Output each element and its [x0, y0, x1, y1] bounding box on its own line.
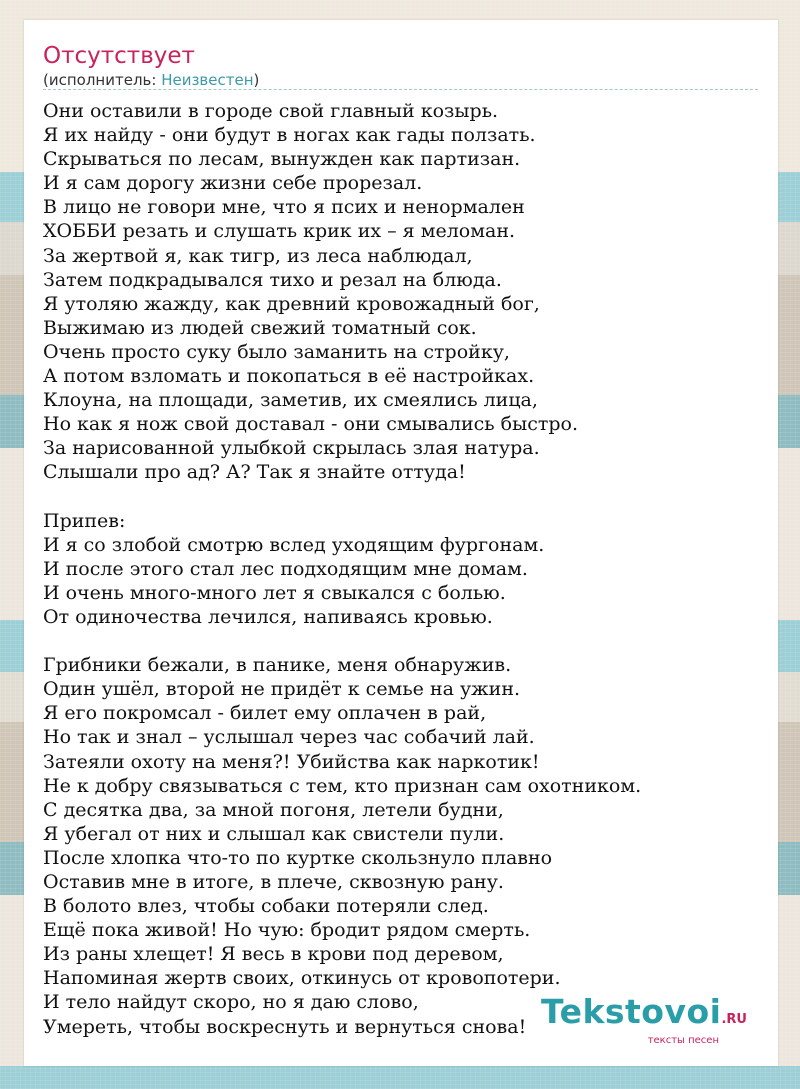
lyrics-card: [24, 20, 778, 1066]
lyric-line: Скрываться по лесам, вынужден как партизан.: [43, 148, 521, 171]
lyric-line: От одиночества лечился, напиваясь кровью.: [43, 605, 493, 628]
lyric-line: В болото влез, чтобы собаки потеряли след.: [43, 895, 489, 918]
lyric-line: Я убегал от них и слышал как свистели пули.: [43, 822, 505, 845]
lyric-line: Но как я нож свой доставал - они смывались быстро.: [43, 413, 578, 436]
lyric-line: Из раны хлещет! Я весь в крови под деревом,: [43, 943, 504, 966]
chorus-label: Припев:: [43, 509, 126, 532]
lyric-line: За нарисованной улыбкой скрылась злая натура.: [43, 437, 540, 460]
logo-name: Tekstovoi: [540, 992, 722, 1031]
lyric-line: И я сам дорогу жизни себе прорезал.: [43, 172, 423, 195]
lyric-line: А потом взломать и покопаться в её настройках.: [43, 365, 535, 388]
song-title: Отсутствует: [43, 43, 195, 69]
lyric-line: Слышали про ад? А? Так я знайте оттуда!: [43, 461, 466, 484]
logo-tagline: тексты песен: [647, 1035, 719, 1046]
lyric-line: И тело найдут скоро, но я даю слово,: [43, 991, 419, 1014]
lyric-line: Грибники бежали, в панике, меня обнаружив.: [43, 654, 512, 677]
lyric-line: ХОББИ резать и слушать крик их – я меломан.: [43, 220, 516, 243]
lyric-line: Затем подкрадывался тихо и резал на блюда.: [43, 268, 502, 291]
lyric-line: И после этого стал лес подходящим мне домам.: [43, 557, 528, 580]
performer-link[interactable]: Неизвестен: [161, 71, 254, 89]
stanza-gap: [43, 629, 763, 653]
lyric-line: Очень просто суку было заманить на стройку,: [43, 340, 510, 363]
lyric-line: За жертвой я, как тигр, из леса наблюдал,: [43, 244, 473, 267]
lyric-line: И очень много-много лет я свыкался с болью.: [43, 581, 506, 604]
lyric-line: Умереть, чтобы воскреснуть и вернуться снова!: [43, 1015, 527, 1038]
lyric-line: В лицо не говори мне, что я псих и ненормален: [43, 196, 525, 219]
lyric-line: С десятка два, за мной погоня, летели будни,: [43, 798, 504, 821]
lyric-line: Ещё пока живой! Но чую: бродит рядом смерть.: [43, 919, 531, 942]
stanza-gap: [43, 485, 763, 509]
header-divider: [43, 89, 758, 90]
verse-2: [43, 653, 763, 1039]
lyric-line: Оставив мне в итоге, в плече, сквозную рану.: [43, 871, 504, 893]
lyric-line: Я утоляю жажду, как древний кровожадный бог,: [43, 292, 540, 315]
performer-line: [43, 71, 259, 89]
lyric-line: Один ушёл, второй не придёт к семье на ужин.: [43, 678, 521, 701]
lyric-line: Напоминая жертв своих, откинусь от кровопотери.: [43, 967, 561, 990]
performer-prefix: (исполнитель:: [43, 71, 162, 89]
performer-suffix: ): [253, 71, 260, 89]
logo-tld: .RU: [721, 1012, 747, 1027]
lyric-line: Клоуна, на площади, заметив, их смеялись лица,: [43, 389, 538, 412]
lyric-line: Я его покромсал - билет ему оплачен в рай,: [43, 702, 487, 725]
lyric-line: Не к добру связываться с тем, кто признан сам охотником.: [43, 774, 642, 797]
lyric-line: Выжимаю из людей свежий томатный сок.: [43, 316, 477, 339]
lyric-line: И я со злобой смотрю вслед уходящим фургонам.: [43, 533, 545, 556]
lyric-line: Они оставили в городе свой главный козырь.: [43, 100, 499, 122]
verse-1: [43, 99, 763, 485]
site-logo[interactable]: [540, 992, 747, 1046]
lyric-line: Я их найду - они будут в ногах как гады ползать.: [43, 124, 536, 147]
lyric-line: Но так и знал – услышал через час собачий лай.: [43, 726, 535, 749]
logo-wordmark: [540, 992, 747, 1037]
lyric-line: Затеяли охоту на меня?! Убийства как наркотик!: [43, 750, 540, 773]
chorus: [43, 509, 763, 629]
lyric-line: После хлопка что-то по куртке скользнуло плавно: [43, 846, 553, 869]
lyrics-text: [43, 99, 763, 1039]
